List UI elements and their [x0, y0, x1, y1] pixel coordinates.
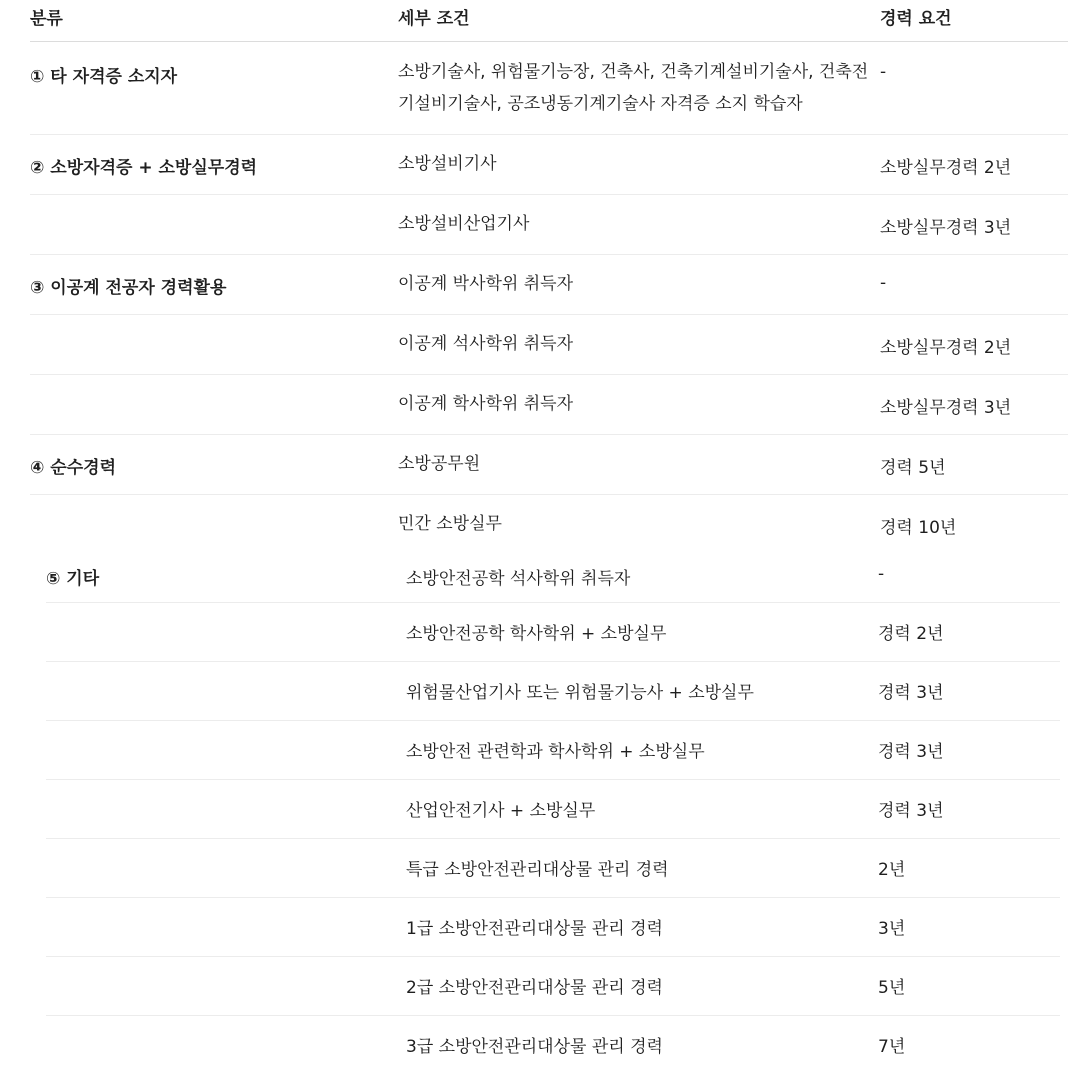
table-row [46, 662, 1060, 721]
row-category [46, 721, 360, 779]
table-row [46, 548, 1060, 603]
header-detail: 세부 조건 [398, 9, 470, 29]
row-detail: 이공계 석사학위 취득자 [398, 334, 574, 354]
row-requirement: 소방실무경력 3년 [880, 398, 1012, 418]
row-detail: 2급 소방안전관리대상물 관리 경력 [406, 978, 663, 998]
row-detail: 소방기술사, 위험물기능장, 건축사, 건축기계설비기술사, 건축전기설비기술사, 공조냉동기계기술사 자격증 소지 학습자 [398, 62, 869, 114]
row-detail: 위험물산업기사 또는 위험물기능사 + 소방실무 [406, 683, 754, 703]
row-requirement: 경력 3년 [878, 742, 944, 762]
row-category: ③ 이공계 전공자 경력활용 [30, 278, 227, 298]
row-detail: 소방설비산업기사 [398, 214, 530, 234]
row-detail: 3급 소방안전관리대상물 관리 경력 [406, 1037, 663, 1057]
table-row [30, 375, 1068, 435]
row-detail: 1급 소방안전관리대상물 관리 경력 [406, 919, 663, 939]
row-requirement: 경력 3년 [878, 683, 944, 703]
row-requirement: 소방실무경력 2년 [880, 158, 1012, 178]
row-detail: 소방설비기사 [398, 154, 497, 174]
row-category [46, 603, 360, 661]
row-category [30, 195, 398, 213]
row-category [46, 898, 360, 956]
row-requirement: 7년 [878, 1037, 906, 1057]
row-requirement: - [880, 62, 887, 82]
table-row [30, 495, 1068, 555]
row-category [30, 495, 398, 513]
header-category: 분류 [30, 9, 63, 29]
row-detail: 소방안전공학 학사학위 + 소방실무 [406, 624, 667, 644]
row-requirement: 소방실무경력 2년 [880, 338, 1012, 358]
table-header [30, 0, 1068, 42]
row-detail: 소방안전 관련학과 학사학위 + 소방실무 [406, 742, 705, 762]
row-detail: 소방안전공학 석사학위 취득자 [406, 569, 631, 589]
row-category [46, 957, 360, 1015]
table-row [46, 603, 1060, 662]
row-requirement: 경력 10년 [880, 518, 957, 538]
header-requirement: 경력 요건 [880, 9, 952, 29]
row-category [30, 375, 398, 393]
row-requirement: 경력 3년 [878, 801, 944, 821]
row-category [46, 780, 360, 838]
row-requirement: 2년 [878, 860, 906, 880]
row-requirement: 소방실무경력 3년 [880, 218, 1012, 238]
row-category [46, 839, 360, 897]
row-category [30, 315, 398, 333]
row-requirement: 경력 5년 [880, 458, 946, 478]
table-row [30, 42, 1068, 135]
table-row [46, 1016, 1060, 1075]
row-category: ② 소방자격증 + 소방실무경력 [30, 158, 258, 178]
row-requirement: 3년 [878, 919, 906, 939]
qualification-table-other [46, 548, 1060, 1075]
row-category: ⑤ 기타 [46, 569, 100, 589]
row-detail: 산업안전기사 + 소방실무 [406, 801, 596, 821]
table-row [30, 435, 1068, 495]
row-requirement: 경력 2년 [878, 624, 944, 644]
row-requirement: - [878, 564, 885, 584]
qualification-table [30, 0, 1068, 555]
row-requirement: - [880, 273, 887, 293]
table-row [46, 898, 1060, 957]
table-row [46, 780, 1060, 839]
row-detail: 이공계 박사학위 취득자 [398, 274, 574, 294]
table-row [30, 135, 1068, 195]
row-requirement: 5년 [878, 978, 906, 998]
row-category: ④ 순수경력 [30, 458, 116, 478]
table-row [46, 957, 1060, 1016]
table-row [46, 839, 1060, 898]
table-row [46, 721, 1060, 780]
row-detail: 특급 소방안전관리대상물 관리 경력 [406, 860, 669, 880]
row-category: ① 타 자격증 소지자 [30, 67, 178, 87]
table-row [30, 195, 1068, 255]
row-detail: 소방공무원 [398, 454, 481, 474]
table-row [30, 315, 1068, 375]
row-category [46, 1016, 360, 1075]
row-detail: 민간 소방실무 [398, 514, 502, 534]
row-category [46, 662, 360, 720]
row-detail: 이공계 학사학위 취득자 [398, 394, 574, 414]
table-row [30, 255, 1068, 315]
